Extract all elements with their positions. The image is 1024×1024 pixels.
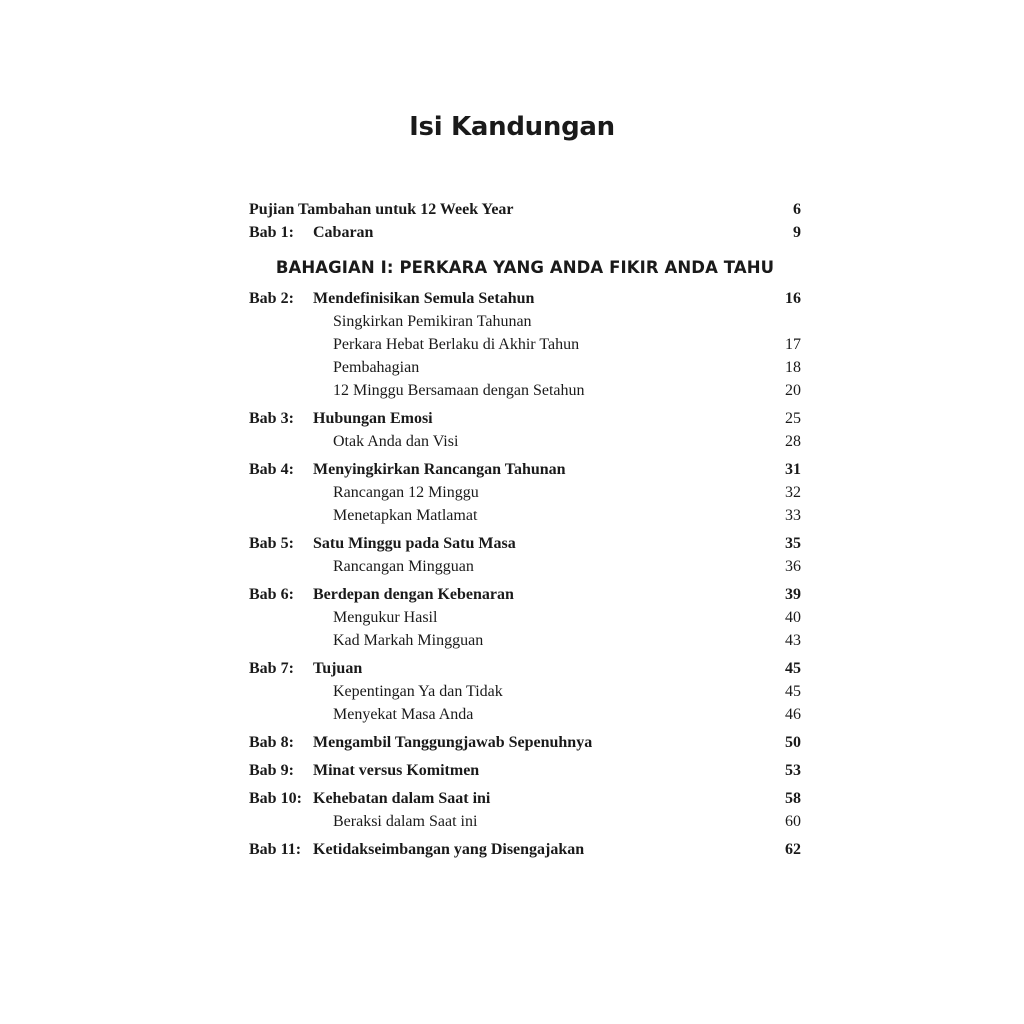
toc-page-number: 6	[793, 201, 801, 218]
toc-chapter-entry[interactable]	[249, 287, 801, 310]
toc-chapter-entry[interactable]	[249, 787, 801, 810]
chapter-number: Bab 3:	[249, 410, 294, 427]
chapter-number: Bab 11:	[249, 841, 302, 858]
toc-entry-title: Menyingkirkan Rancangan Tahunan	[313, 461, 566, 478]
toc-entry-title: Minat versus Komitmen	[313, 762, 480, 779]
toc-entry-title: Rancangan 12 Minggu	[333, 484, 479, 501]
chapter-number: Bab 1:	[249, 224, 294, 241]
toc-entry-title: Kepentingan Ya dan Tidak	[333, 683, 503, 700]
toc-page-number: 31	[785, 461, 801, 478]
toc-entry-title: Kad Markah Mingguan	[333, 632, 484, 649]
toc-page-number: 43	[785, 632, 801, 649]
toc-section-entry[interactable]	[249, 629, 801, 652]
toc-entry-title: Perkara Hebat Berlaku di Akhir Tahun	[333, 336, 580, 353]
toc-front-entry[interactable]	[249, 198, 801, 221]
toc-page-number: 58	[785, 790, 801, 807]
toc-page-number: 50	[785, 734, 801, 751]
toc-section-entry[interactable]	[249, 504, 801, 527]
toc-page-number: 17	[785, 336, 801, 353]
toc-section-entry[interactable]	[249, 333, 801, 356]
toc-page-number: 36	[785, 558, 801, 575]
toc-entry-title: Singkirkan Pemikiran Tahunan	[333, 313, 532, 330]
toc-section-entry[interactable]	[249, 606, 801, 629]
chapter-number: Bab 8:	[249, 734, 294, 751]
toc-entry-title: Beraksi dalam Saat ini	[333, 813, 478, 830]
toc-entry-title: 12 Minggu Bersamaan dengan Setahun	[333, 382, 585, 399]
page-title: Isi Kandungan	[409, 112, 615, 142]
toc-entry-title: Rancangan Mingguan	[333, 558, 474, 575]
toc-section-entry[interactable]	[249, 310, 801, 333]
chapter-number: Bab 7:	[249, 660, 294, 677]
toc-entry-title: Kehebatan dalam Saat ini	[313, 790, 491, 807]
toc-section-entry[interactable]	[249, 430, 801, 453]
toc-chapter-entry[interactable]	[249, 407, 801, 430]
toc-page-number: 40	[785, 609, 801, 626]
toc-entry-title: Berdepan dengan Kebenaran	[313, 586, 514, 603]
toc-entry-title: Mengambil Tanggungjawab Sepenuhnya	[313, 734, 593, 751]
toc-page-number: 25	[785, 410, 801, 427]
toc-entry-title: Otak Anda dan Visi	[333, 433, 459, 450]
toc-page-number: 18	[785, 359, 801, 376]
toc-page-number: 20	[785, 382, 801, 399]
toc-entry-title: Menetapkan Matlamat	[333, 507, 478, 524]
toc-section-entry[interactable]	[249, 356, 801, 379]
toc-chapter-entry[interactable]	[249, 838, 801, 861]
toc-entry-title: Ketidakseimbangan yang Disengajakan	[313, 841, 585, 858]
toc-section-entry[interactable]	[249, 481, 801, 504]
toc-page-number: 16	[785, 290, 801, 307]
toc-entry-title: Pujian Tambahan untuk 12 Week Year	[249, 201, 514, 218]
chapter-number: Bab 2:	[249, 290, 294, 307]
toc-entry-title: Mendefinisikan Semula Setahun	[313, 290, 535, 307]
toc-page-number: 60	[785, 813, 801, 830]
toc-section-entry[interactable]	[249, 680, 801, 703]
toc-section-entry[interactable]	[249, 810, 801, 833]
toc-chapter-entry[interactable]	[249, 657, 801, 680]
toc-chapter-entry[interactable]	[249, 458, 801, 481]
toc-page-number: 39	[785, 586, 801, 603]
toc-page-number: 9	[793, 224, 801, 241]
toc-chapter-entry[interactable]	[249, 221, 801, 244]
toc-section-entry[interactable]	[249, 703, 801, 726]
chapter-number: Bab 5:	[249, 535, 294, 552]
toc-chapter-entry[interactable]	[249, 583, 801, 606]
toc-entry-title: Pembahagian	[333, 359, 420, 376]
table-of-contents	[249, 198, 801, 861]
toc-entry-title: Hubungan Emosi	[313, 410, 433, 427]
toc-page-number: 33	[785, 507, 801, 524]
toc-page-number: 32	[785, 484, 801, 501]
toc-entry-title: Cabaran	[313, 224, 374, 241]
chapter-number: Bab 4:	[249, 461, 294, 478]
toc-section-entry[interactable]	[249, 379, 801, 402]
toc-chapter-entry[interactable]	[249, 532, 801, 555]
toc-page-number: 46	[785, 706, 801, 723]
chapter-number: Bab 6:	[249, 586, 294, 603]
chapter-list	[249, 287, 801, 861]
toc-entry-title: Tujuan	[313, 660, 363, 677]
toc-page-number: 45	[785, 683, 801, 700]
toc-page-number: 35	[785, 535, 801, 552]
toc-page-number: 45	[785, 660, 801, 677]
chapter-number: Bab 10:	[249, 790, 302, 807]
toc-entry-title: Menyekat Masa Anda	[333, 706, 474, 723]
toc-page-number: 53	[785, 762, 801, 779]
toc-chapter-entry[interactable]	[249, 759, 801, 782]
toc-entry-title: Satu Minggu pada Satu Masa	[313, 535, 516, 552]
chapter-number: Bab 9:	[249, 762, 294, 779]
toc-chapter-entry[interactable]	[249, 731, 801, 754]
part-heading: BAHAGIAN I: PERKARA YANG ANDA FIKIR ANDA TAHU	[275, 258, 775, 277]
toc-page-number: 28	[785, 433, 801, 450]
toc-entry-title: Mengukur Hasil	[333, 609, 438, 626]
toc-section-entry[interactable]	[249, 555, 801, 578]
toc-page-number: 62	[785, 841, 801, 858]
